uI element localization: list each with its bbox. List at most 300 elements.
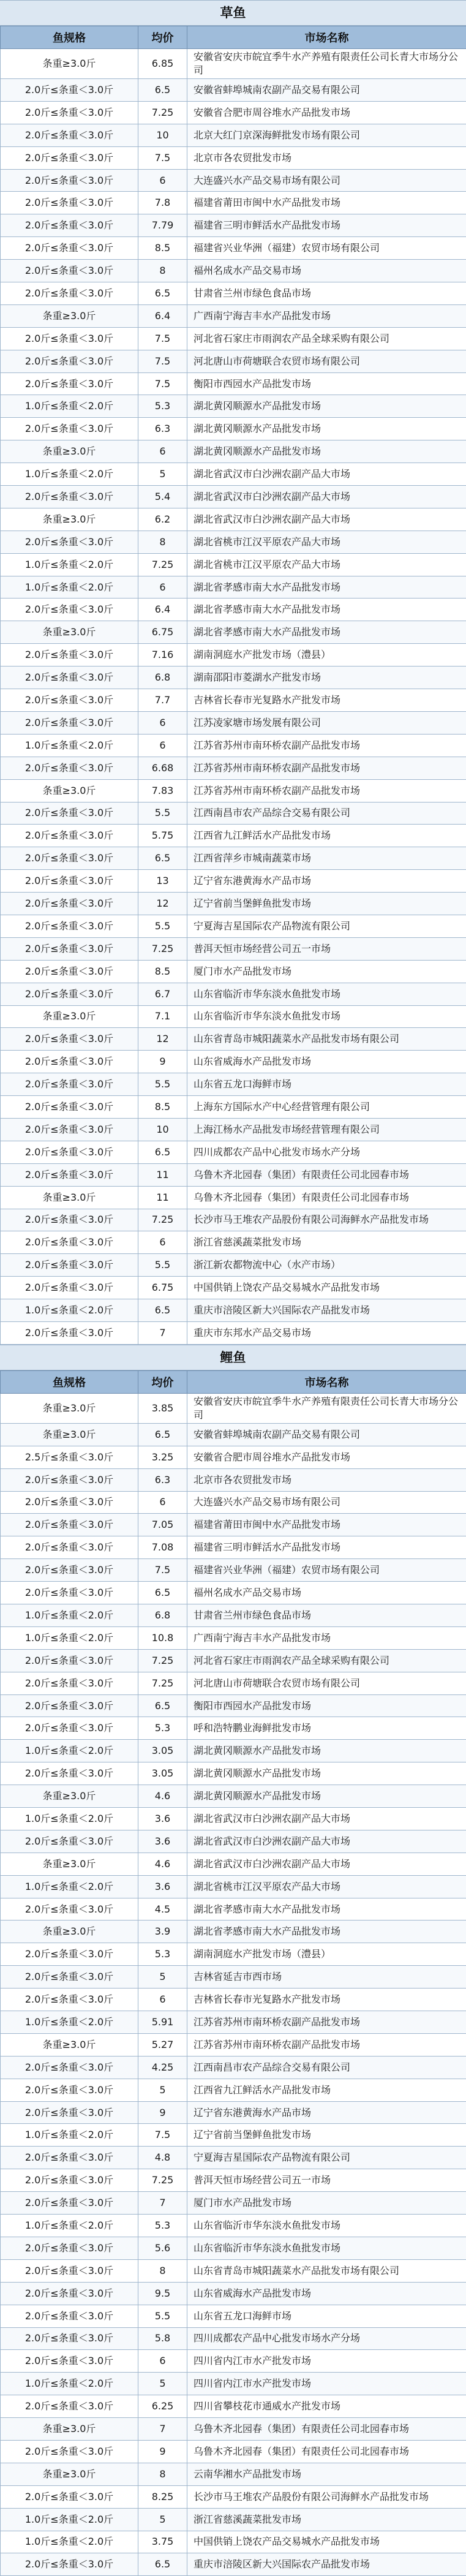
price-cell: 6 (138, 1989, 187, 2011)
table-row (1, 1163, 466, 1186)
market-cell: 云南华湘水产品批发市场 (187, 2463, 466, 2485)
spec-cell: 1.0斤≤条重＜2.0斤 (1, 1808, 138, 1830)
price-cell: 5.3 (138, 1717, 187, 1740)
table-row (1, 802, 466, 825)
price-cell: 8.5 (138, 237, 187, 260)
spec-cell: 2.0斤≤条重＜3.0斤 (1, 1943, 138, 1966)
price-cell: 7.83 (138, 779, 187, 802)
table-row (1, 440, 466, 463)
price-cell: 8 (138, 260, 187, 282)
table-row (1, 1186, 466, 1209)
market-cell: 湖北省桃市江汉平原农产品大市场 (187, 553, 466, 576)
spec-cell: 2.0斤≤条重＜3.0斤 (1, 237, 138, 260)
market-cell: 湖北省武汉市白沙洲农副产品大市场 (187, 463, 466, 486)
price-cell: 6.75 (138, 1277, 187, 1299)
table-row (1, 1875, 466, 1898)
market-cell: 辽宁省前当堡鲜鱼批发市场 (187, 893, 466, 915)
spec-cell: 条重≥3.0斤 (1, 2033, 138, 2056)
market-cell: 江苏省苏州市南环桥农副产品批发市场 (187, 779, 466, 802)
price-cell: 8 (138, 2259, 187, 2282)
table-row (1, 1740, 466, 1762)
table-row (1, 169, 466, 192)
price-cell: 4.6 (138, 1785, 187, 1808)
market-cell: 普洱天恒市场经营公司五一市场 (187, 937, 466, 960)
table-row (1, 1672, 466, 1694)
spec-cell: 2.0斤≤条重＜3.0斤 (1, 893, 138, 915)
table-row (1, 327, 466, 350)
market-cell: 安徽省合肥市周谷堆水产品批发市场 (187, 101, 466, 124)
table-row (1, 1514, 466, 1536)
table-row (1, 599, 466, 621)
spec-cell: 2.0斤≤条重＜3.0斤 (1, 1514, 138, 1536)
spec-cell: 1.0斤≤条重＜2.0斤 (1, 2124, 138, 2147)
market-cell: 福建省莆田市闽中水产品批发市场 (187, 1514, 466, 1536)
price-cell: 11 (138, 1186, 187, 1209)
table-row (1, 1785, 466, 1808)
table-row (1, 282, 466, 305)
market-cell: 福州名成水产品交易市场 (187, 260, 466, 282)
spec-cell: 条重≥3.0斤 (1, 304, 138, 327)
table-row (1, 49, 466, 79)
price-cell: 7.25 (138, 937, 187, 960)
table-row (1, 395, 466, 418)
table-row (1, 1141, 466, 1163)
spec-cell: 2.0斤≤条重＜3.0斤 (1, 847, 138, 870)
spec-cell: 1.0斤≤条重＜2.0斤 (1, 2508, 138, 2531)
spec-cell: 1.0斤≤条重＜2.0斤 (1, 2215, 138, 2237)
spec-cell: 2.0斤≤条重＜3.0斤 (1, 372, 138, 395)
market-cell: 甘肃省兰州市绿色食品市场 (187, 1604, 466, 1627)
table-row (1, 825, 466, 847)
table-row (1, 1626, 466, 1649)
table-row (1, 983, 466, 1005)
price-cell: 6 (138, 1491, 187, 1514)
market-cell: 普洱天恒市场经营公司五一市场 (187, 2169, 466, 2192)
price-cell: 6.7 (138, 983, 187, 1005)
spec-cell: 条重≥3.0斤 (1, 779, 138, 802)
price-cell: 10.8 (138, 1626, 187, 1649)
price-cell: 6.5 (138, 1299, 187, 1322)
market-cell: 四川成都农产品中心批发市场水产分场 (187, 2327, 466, 2350)
table-row (1, 621, 466, 644)
price-cell: 3.05 (138, 1762, 187, 1785)
spec-cell: 1.0斤≤条重＜2.0斤 (1, 553, 138, 576)
price-cell: 8 (138, 2463, 187, 2485)
column-header-price: 均价 (138, 26, 187, 49)
spec-cell: 条重≥3.0斤 (1, 1921, 138, 1943)
spec-cell: 2.0斤≤条重＜3.0斤 (1, 1694, 138, 1717)
spec-cell: 2.0斤≤条重＜3.0斤 (1, 2553, 138, 2576)
market-cell: 湖北省武汉市白沙洲农副产品大市场 (187, 1853, 466, 1875)
market-cell: 山东省临沂市华东淡水鱼批发市场 (187, 1005, 466, 1028)
spec-cell: 2.0斤≤条重＜3.0斤 (1, 711, 138, 734)
price-cell: 7.25 (138, 1672, 187, 1694)
market-cell: 安徽省合肥市周谷堆水产品批发市场 (187, 1446, 466, 1468)
price-cell: 5 (138, 1966, 187, 1989)
market-cell: 吉林省长春市光复路水产批发市场 (187, 689, 466, 712)
spec-cell: 1.0斤≤条重＜2.0斤 (1, 2373, 138, 2395)
table-row (1, 2101, 466, 2124)
table-row (1, 915, 466, 937)
spec-cell: 2.0斤≤条重＜3.0斤 (1, 282, 138, 305)
market-cell: 山东省威海水产品批发市场 (187, 2282, 466, 2305)
table-row (1, 1005, 466, 1028)
spec-cell: 2.0斤≤条重＜3.0斤 (1, 124, 138, 146)
spec-cell: 2.0斤≤条重＜3.0斤 (1, 1762, 138, 1785)
table-row (1, 2011, 466, 2034)
price-cell: 5.6 (138, 2237, 187, 2259)
price-cell: 12 (138, 893, 187, 915)
market-cell: 安徽省安庆市皖宜季牛水产养殖有限责任公司长青大市场分公司 (187, 1393, 466, 1423)
spec-cell: 2.0斤≤条重＜3.0斤 (1, 2169, 138, 2192)
table-row (1, 1559, 466, 1582)
spec-cell: 2.0斤≤条重＜3.0斤 (1, 169, 138, 192)
table-row (1, 418, 466, 440)
spec-cell: 条重≥3.0斤 (1, 1853, 138, 1875)
market-cell: 辽宁省前当堡鲜鱼批发市场 (187, 2124, 466, 2147)
price-cell: 7.5 (138, 372, 187, 395)
price-cell: 8.5 (138, 1096, 187, 1119)
spec-cell: 1.0斤≤条重＜2.0斤 (1, 1604, 138, 1627)
price-cell: 8.5 (138, 960, 187, 983)
table-row (1, 2327, 466, 2350)
market-cell: 湖北黄冈顺源水产品批发市场 (187, 1740, 466, 1762)
price-cell: 7.25 (138, 101, 187, 124)
price-cell: 6 (138, 440, 187, 463)
market-cell: 湖北省桃市江汉平原农产品大市场 (187, 1875, 466, 1898)
table-row (1, 1853, 466, 1875)
spec-cell: 条重≥3.0斤 (1, 1393, 138, 1423)
market-cell: 厦门市水产品批发市场 (187, 960, 466, 983)
spec-cell: 2.0斤≤条重＜3.0斤 (1, 802, 138, 825)
spec-cell: 2.0斤≤条重＜3.0斤 (1, 2485, 138, 2508)
table-row (1, 757, 466, 779)
spec-cell: 2.0斤≤条重＜3.0斤 (1, 1321, 138, 1344)
price-cell: 8.25 (138, 2485, 187, 2508)
price-cell: 7.79 (138, 214, 187, 237)
spec-cell: 2.0斤≤条重＜3.0斤 (1, 1096, 138, 1119)
market-cell: 江苏省苏州市南环桥农副产品批发市场 (187, 2033, 466, 2056)
table-row (1, 2169, 466, 2192)
market-cell: 山东省青岛市城阳蔬菜水产品批发市场有限公司 (187, 1028, 466, 1051)
market-cell: 福建省三明市鲜活水产品批发市场 (187, 1536, 466, 1559)
spec-cell: 2.0斤≤条重＜3.0斤 (1, 1491, 138, 1514)
spec-cell: 2.0斤≤条重＜3.0斤 (1, 2101, 138, 2124)
price-table (0, 1370, 466, 2576)
spec-cell: 2.0斤≤条重＜3.0斤 (1, 1989, 138, 2011)
price-cell: 9.5 (138, 2282, 187, 2305)
spec-cell: 2.0斤≤条重＜3.0斤 (1, 486, 138, 508)
spec-cell: 2.0斤≤条重＜3.0斤 (1, 327, 138, 350)
market-cell: 湖北省武汉市白沙洲农副产品大市场 (187, 1808, 466, 1830)
table-row (1, 2418, 466, 2441)
market-cell: 山东省临沂市华东淡水鱼批发市场 (187, 2237, 466, 2259)
market-cell: 上海江杨水产品批发市场经营管理有限公司 (187, 1118, 466, 1141)
table-row (1, 1277, 466, 1299)
price-cell: 7.25 (138, 1209, 187, 1231)
spec-cell: 2.0斤≤条重＜3.0斤 (1, 1073, 138, 1096)
price-cell: 3.25 (138, 1446, 187, 1468)
table-row (1, 870, 466, 893)
price-cell: 5.5 (138, 915, 187, 937)
spec-cell: 2.0斤≤条重＜3.0斤 (1, 2350, 138, 2373)
market-cell: 山东省青岛市城阳蔬菜水产品批发市场有限公司 (187, 2259, 466, 2282)
spec-cell: 2.0斤≤条重＜3.0斤 (1, 825, 138, 847)
spec-cell: 1.0斤≤条重＜2.0斤 (1, 2531, 138, 2553)
spec-cell: 2.5斤≤条重＜3.0斤 (1, 1446, 138, 1468)
spec-cell: 2.0斤≤条重＜3.0斤 (1, 2395, 138, 2418)
spec-cell: 2.0斤≤条重＜3.0斤 (1, 1231, 138, 1254)
market-cell: 辽宁省东港黄海水产品市场 (187, 2101, 466, 2124)
price-cell: 7.1 (138, 1005, 187, 1028)
market-cell: 广西南宁海吉丰水产品批发市场 (187, 304, 466, 327)
market-cell: 湖南洞庭水产批发市场（澧县） (187, 1943, 466, 1966)
table-row (1, 1096, 466, 1119)
spec-cell: 条重≥3.0斤 (1, 2418, 138, 2441)
table-row (1, 1468, 466, 1491)
price-cell: 7.5 (138, 2124, 187, 2147)
market-cell: 衡阳市西园水产品批发市场 (187, 1694, 466, 1717)
price-cell: 6 (138, 169, 187, 192)
spec-cell: 2.0斤≤条重＜3.0斤 (1, 1559, 138, 1582)
spec-cell: 条重≥3.0斤 (1, 2463, 138, 2485)
table-row (1, 1491, 466, 1514)
table-row (1, 2192, 466, 2215)
table-row (1, 192, 466, 214)
header-row (1, 1370, 466, 1393)
market-cell: 福建省莆田市闽中水产品批发市场 (187, 192, 466, 214)
table-row (1, 2531, 466, 2553)
spec-cell: 1.0斤≤条重＜2.0斤 (1, 1299, 138, 1322)
market-cell: 湖北黄冈顺源水产品批发市场 (187, 395, 466, 418)
table-row (1, 1073, 466, 1096)
column-header-spec: 鱼规格 (1, 26, 138, 49)
market-cell: 江西南昌市农产品综合交易有限公司 (187, 802, 466, 825)
table-row (1, 2553, 466, 2576)
price-cell: 7.25 (138, 2169, 187, 2192)
price-cell: 4.8 (138, 2147, 187, 2169)
price-cell: 5 (138, 2373, 187, 2395)
table-row (1, 124, 466, 146)
market-cell: 宁夏海吉星国际农产品物流有限公司 (187, 915, 466, 937)
price-cell: 5.3 (138, 395, 187, 418)
market-cell: 江西省萍乡市城南蔬菜市场 (187, 847, 466, 870)
table-row (1, 486, 466, 508)
market-cell: 宁夏海吉星国际农产品物流有限公司 (187, 2147, 466, 2169)
price-cell: 3.85 (138, 1393, 187, 1423)
price-cell: 6 (138, 711, 187, 734)
market-cell: 吉林省延吉市西市场 (187, 1966, 466, 1989)
price-cell: 6.3 (138, 418, 187, 440)
price-cell: 5.5 (138, 1254, 187, 1277)
price-cell: 13 (138, 870, 187, 893)
price-cell: 6.8 (138, 667, 187, 689)
market-cell: 河北唐山市荷塘联合农贸市场有限公司 (187, 350, 466, 372)
price-cell: 6.5 (138, 847, 187, 870)
table-row (1, 1808, 466, 1830)
table-row (1, 689, 466, 712)
spec-cell: 2.0斤≤条重＜3.0斤 (1, 1898, 138, 1921)
table-row (1, 1830, 466, 1853)
price-cell: 6.85 (138, 49, 187, 79)
price-cell: 3.6 (138, 1830, 187, 1853)
spec-cell: 2.0斤≤条重＜3.0斤 (1, 2327, 138, 2350)
market-cell: 北京大红门京深海鲜批发市场有限公司 (187, 124, 466, 146)
spec-cell: 2.0斤≤条重＜3.0斤 (1, 2079, 138, 2101)
market-cell: 乌鲁木齐北园春（集团）有限责任公司北园春市场 (187, 2440, 466, 2463)
price-cell: 6.5 (138, 1423, 187, 1446)
column-header-price: 均价 (138, 1370, 187, 1393)
market-cell: 河北省石家庄市雨润农产品全球采购有限公司 (187, 1649, 466, 1672)
table-row (1, 2395, 466, 2418)
market-cell: 山东省临沂市华东淡水鱼批发市场 (187, 983, 466, 1005)
table-row (1, 2350, 466, 2373)
market-cell: 衡阳市西园水产品批发市场 (187, 372, 466, 395)
table-row (1, 1028, 466, 1051)
market-cell: 乌鲁木齐北园春（集团）有限责任公司北园春市场 (187, 1163, 466, 1186)
table-row (1, 1118, 466, 1141)
price-cell: 6.5 (138, 282, 187, 305)
spec-cell: 2.0斤≤条重＜3.0斤 (1, 1672, 138, 1694)
table-row (1, 2147, 466, 2169)
column-header-spec: 鱼规格 (1, 1370, 138, 1393)
market-cell: 广西南宁海吉丰水产品批发市场 (187, 1626, 466, 1649)
price-cell: 7.8 (138, 192, 187, 214)
market-cell: 江苏省苏州市南环桥农副产品批发市场 (187, 2011, 466, 2034)
spec-cell: 2.0斤≤条重＜3.0斤 (1, 2305, 138, 2327)
table-row (1, 893, 466, 915)
price-cell: 6 (138, 576, 187, 599)
table-row (1, 2056, 466, 2079)
spec-cell: 2.0斤≤条重＜3.0斤 (1, 2282, 138, 2305)
price-cell: 10 (138, 124, 187, 146)
market-cell: 福建省兴业华洲（福建）农贸市场有限公司 (187, 1559, 466, 1582)
market-cell: 吉林省长春市光复路水产批发市场 (187, 1989, 466, 2011)
price-cell: 7.5 (138, 1559, 187, 1582)
market-cell: 山东省临沂市华东淡水鱼批发市场 (187, 2215, 466, 2237)
market-cell: 江苏省苏州市南环桥农副产品批发市场 (187, 757, 466, 779)
spec-cell: 2.0斤≤条重＜3.0斤 (1, 1830, 138, 1853)
price-cell: 7.25 (138, 1649, 187, 1672)
market-cell: 乌鲁木齐北园春（集团）有限责任公司北园春市场 (187, 2418, 466, 2441)
spec-cell: 2.0斤≤条重＜3.0斤 (1, 1966, 138, 1989)
spec-cell: 2.0斤≤条重＜3.0斤 (1, 1028, 138, 1051)
market-cell: 湖北黄冈顺源水产品批发市场 (187, 1762, 466, 1785)
spec-cell: 2.0斤≤条重＜3.0斤 (1, 915, 138, 937)
market-cell: 四川省内江市水产批发市场 (187, 2373, 466, 2395)
market-cell: 浙江省慈溪蔬菜批发市场 (187, 2508, 466, 2531)
table-row (1, 1051, 466, 1073)
spec-cell: 1.0斤≤条重＜2.0斤 (1, 2011, 138, 2034)
price-cell: 3.6 (138, 1808, 187, 1830)
price-cell: 4.25 (138, 2056, 187, 2079)
market-cell: 安徽省蚌埠城南农副产品交易有限公司 (187, 79, 466, 102)
spec-cell: 1.0斤≤条重＜2.0斤 (1, 1875, 138, 1898)
spec-cell: 2.0斤≤条重＜3.0斤 (1, 192, 138, 214)
spec-cell: 条重≥3.0斤 (1, 1005, 138, 1028)
market-cell: 北京市各农贸批发市场 (187, 146, 466, 169)
table-row (1, 1649, 466, 1672)
market-cell: 湖北省孝感市南大水产品批发市场 (187, 1898, 466, 1921)
spec-cell: 2.0斤≤条重＜3.0斤 (1, 2056, 138, 2079)
table-row (1, 1694, 466, 1717)
market-cell: 中国供销上饶农产品交易城水产品批发市场 (187, 1277, 466, 1299)
table-row (1, 1717, 466, 1740)
table-row (1, 2033, 466, 2056)
price-cell: 3.6 (138, 1875, 187, 1898)
market-cell: 四川省攀枝花市通威水产批发市场 (187, 2395, 466, 2418)
spec-cell: 2.0斤≤条重＜3.0斤 (1, 1051, 138, 1073)
spec-cell: 2.0斤≤条重＜3.0斤 (1, 2192, 138, 2215)
price-cell: 7 (138, 1321, 187, 1344)
spec-cell: 1.0斤≤条重＜2.0斤 (1, 734, 138, 757)
price-cell: 5.5 (138, 2305, 187, 2327)
spec-cell: 2.0斤≤条重＜3.0斤 (1, 870, 138, 893)
table-row (1, 2440, 466, 2463)
market-cell: 湖北省孝感市南大水产品批发市场 (187, 1921, 466, 1943)
price-cell: 5.91 (138, 2011, 187, 2034)
spec-cell: 2.0斤≤条重＜3.0斤 (1, 79, 138, 102)
spec-cell: 2.0斤≤条重＜3.0斤 (1, 960, 138, 983)
table-row (1, 146, 466, 169)
price-cell: 7.5 (138, 350, 187, 372)
price-cell: 6.5 (138, 1582, 187, 1604)
price-cell: 6.2 (138, 508, 187, 531)
spec-cell: 条重≥3.0斤 (1, 621, 138, 644)
market-cell: 湖北省桃市江汉平原农产品大市场 (187, 531, 466, 553)
price-cell: 7 (138, 2418, 187, 2441)
spec-cell: 2.0斤≤条重＜3.0斤 (1, 1536, 138, 1559)
table-row (1, 508, 466, 531)
price-cell: 7.16 (138, 644, 187, 667)
spec-cell: 2.0斤≤条重＜3.0斤 (1, 1141, 138, 1163)
market-cell: 湖北省武汉市白沙洲农副产品大市场 (187, 1830, 466, 1853)
table-row (1, 2485, 466, 2508)
spec-cell: 2.0斤≤条重＜3.0斤 (1, 1163, 138, 1186)
price-cell: 6.8 (138, 1604, 187, 1627)
table-row (1, 1254, 466, 1277)
market-cell: 湖北黄冈顺源水产品批发市场 (187, 440, 466, 463)
market-cell: 浙江省慈溪蔬菜批发市场 (187, 1231, 466, 1254)
price-cell: 9 (138, 2101, 187, 2124)
spec-cell: 2.0斤≤条重＜3.0斤 (1, 2147, 138, 2169)
spec-cell: 2.0斤≤条重＜3.0斤 (1, 1582, 138, 1604)
table-row (1, 1299, 466, 1322)
market-cell: 湖北省武汉市白沙洲农副产品大市场 (187, 508, 466, 531)
market-cell: 乌鲁木齐北园春（集团）有限责任公司北园春市场 (187, 1186, 466, 1209)
price-cell: 6 (138, 2350, 187, 2373)
price-cell: 5.5 (138, 1073, 187, 1096)
price-cell: 3.05 (138, 1740, 187, 1762)
spec-cell: 2.0斤≤条重＜3.0斤 (1, 599, 138, 621)
table-row (1, 237, 466, 260)
spec-cell: 2.0斤≤条重＜3.0斤 (1, 1649, 138, 1672)
table-row (1, 553, 466, 576)
spec-cell: 2.0斤≤条重＜3.0斤 (1, 667, 138, 689)
table-row (1, 1943, 466, 1966)
price-cell: 12 (138, 1028, 187, 1051)
spec-cell: 2.0斤≤条重＜3.0斤 (1, 350, 138, 372)
price-cell: 9 (138, 1051, 187, 1073)
table-row (1, 937, 466, 960)
price-cell: 5.4 (138, 486, 187, 508)
market-cell: 湖北黄冈顺源水产品批发市场 (187, 418, 466, 440)
table-row (1, 644, 466, 667)
price-cell: 6.3 (138, 1468, 187, 1491)
price-cell: 5 (138, 2508, 187, 2531)
spec-cell: 2.0斤≤条重＜3.0斤 (1, 418, 138, 440)
table-row (1, 576, 466, 599)
